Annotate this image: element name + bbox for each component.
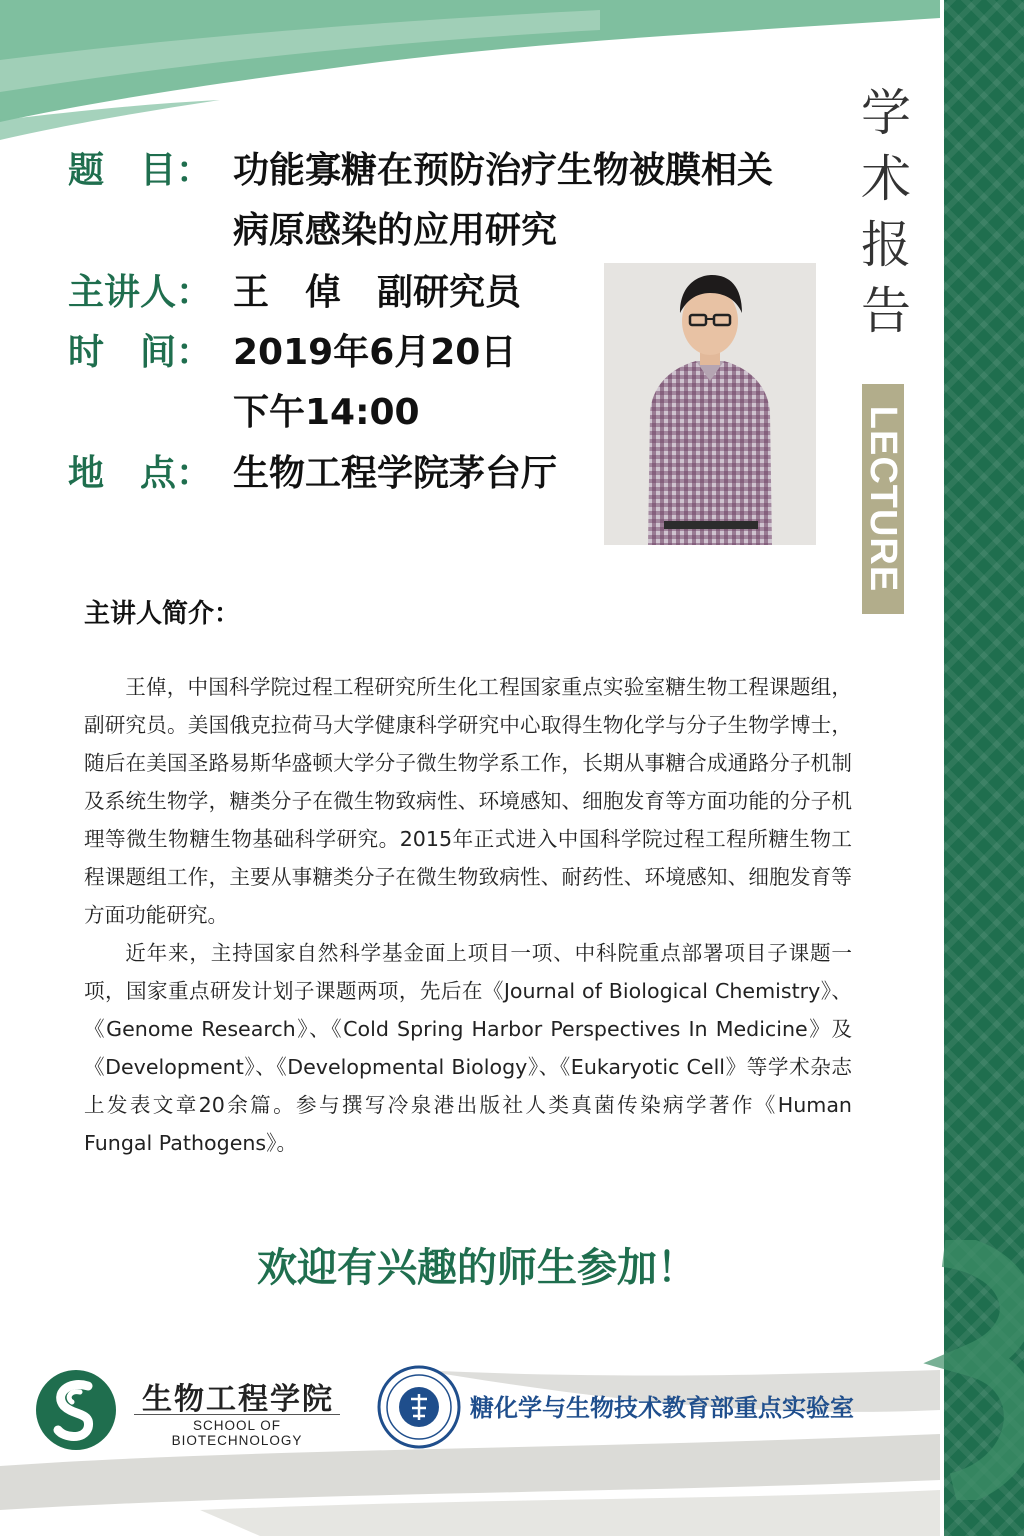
topic-row xyxy=(68,142,774,193)
vertical-title-char: 报 xyxy=(861,216,911,274)
topic-line2: 病原感染的应用研究 xyxy=(233,210,558,251)
lab-name: 糖化学与生物技术教育部重点实验室 xyxy=(470,1394,854,1422)
vertical-title-char: 学 xyxy=(861,84,911,142)
speaker-photo xyxy=(604,263,816,545)
place-colon: ： xyxy=(176,453,213,494)
place-label: 地 点 xyxy=(68,453,177,494)
school-name-cn: 生物工程学院 xyxy=(142,1382,334,1417)
welcome-text: 欢迎有兴趣的师生参加！ xyxy=(257,1245,697,1291)
lecture-badge xyxy=(862,384,904,614)
vertical-title-char: 术 xyxy=(861,150,911,208)
hour-value: 下午14:00 xyxy=(233,392,420,433)
topic-label: 题 目 xyxy=(68,150,177,191)
top-brush-decoration xyxy=(0,0,940,150)
bio-paragraph-2: 近年来，主持国家自然科学基金面上项目一项、中科院重点部署项目子课题一项，国家重点研发计划子课题两项，先后在《Journal of Biological Chemistry》、《Genome Research》、《Cold Spring Harbor Perspectives In Medicine》及《Development》、《Developmental Biology》、《Eukaryotic Cell》等学术杂志上发表文章20余篇。参与撰写冷泉港出版社人类真菌传染病学著作《Human Fungal Pathogens》。 xyxy=(84,941,852,1155)
time-colon: ： xyxy=(176,332,213,373)
speaker-colon: ： xyxy=(176,272,213,313)
date-value: 2019年6月20日 xyxy=(233,332,517,373)
bio-text xyxy=(84,668,852,1162)
lab-seal-icon xyxy=(376,1364,462,1450)
school-name-en: SCHOOL OF BIOTECHNOLOGY xyxy=(134,1414,340,1448)
topic-line1: 功能寡糖在预防治疗生物被膜相关 xyxy=(233,150,774,191)
place-row xyxy=(68,445,558,496)
bio-paragraph-1: 王倬，中国科学院过程工程研究所生化工程国家重点实验室糖生物工程课题组，副研究员。美国俄克拉荷马大学健康科学研究中心取得生物化学与分子生物学博士，随后在美国圣路易斯华盛顿大学分子微生物学系工作，长期从事糖合成通路分子机制及系统生物学，糖类分子在微生物致病性、环境感知、细胞发育等方面功能的分子机理等微生物糖生物基础科学研究。2015年正式进入中国科学院过程工程所糖生物工程课题组工作，主要从事糖类分子在微生物致病性、耐药性、环境感知、细胞发育等方面功能研究。 xyxy=(84,675,852,927)
school-logo-icon xyxy=(34,1368,118,1452)
lecture-text: LECTURE xyxy=(862,405,904,593)
bio-heading: 主讲人简介： xyxy=(84,599,241,629)
time-label: 时 间 xyxy=(68,332,177,373)
vertical-title xyxy=(858,80,914,344)
speaker-row xyxy=(68,264,522,315)
time-row xyxy=(68,324,517,375)
speaker-value: 王 倬 副研究员 xyxy=(233,272,522,313)
speaker-label: 主讲人 xyxy=(68,272,177,313)
vertical-title-char: 告 xyxy=(861,282,911,340)
place-value: 生物工程学院茅台厅 xyxy=(233,453,558,494)
speaker-photo-illustration xyxy=(604,263,816,545)
topic-colon: ： xyxy=(176,150,213,191)
